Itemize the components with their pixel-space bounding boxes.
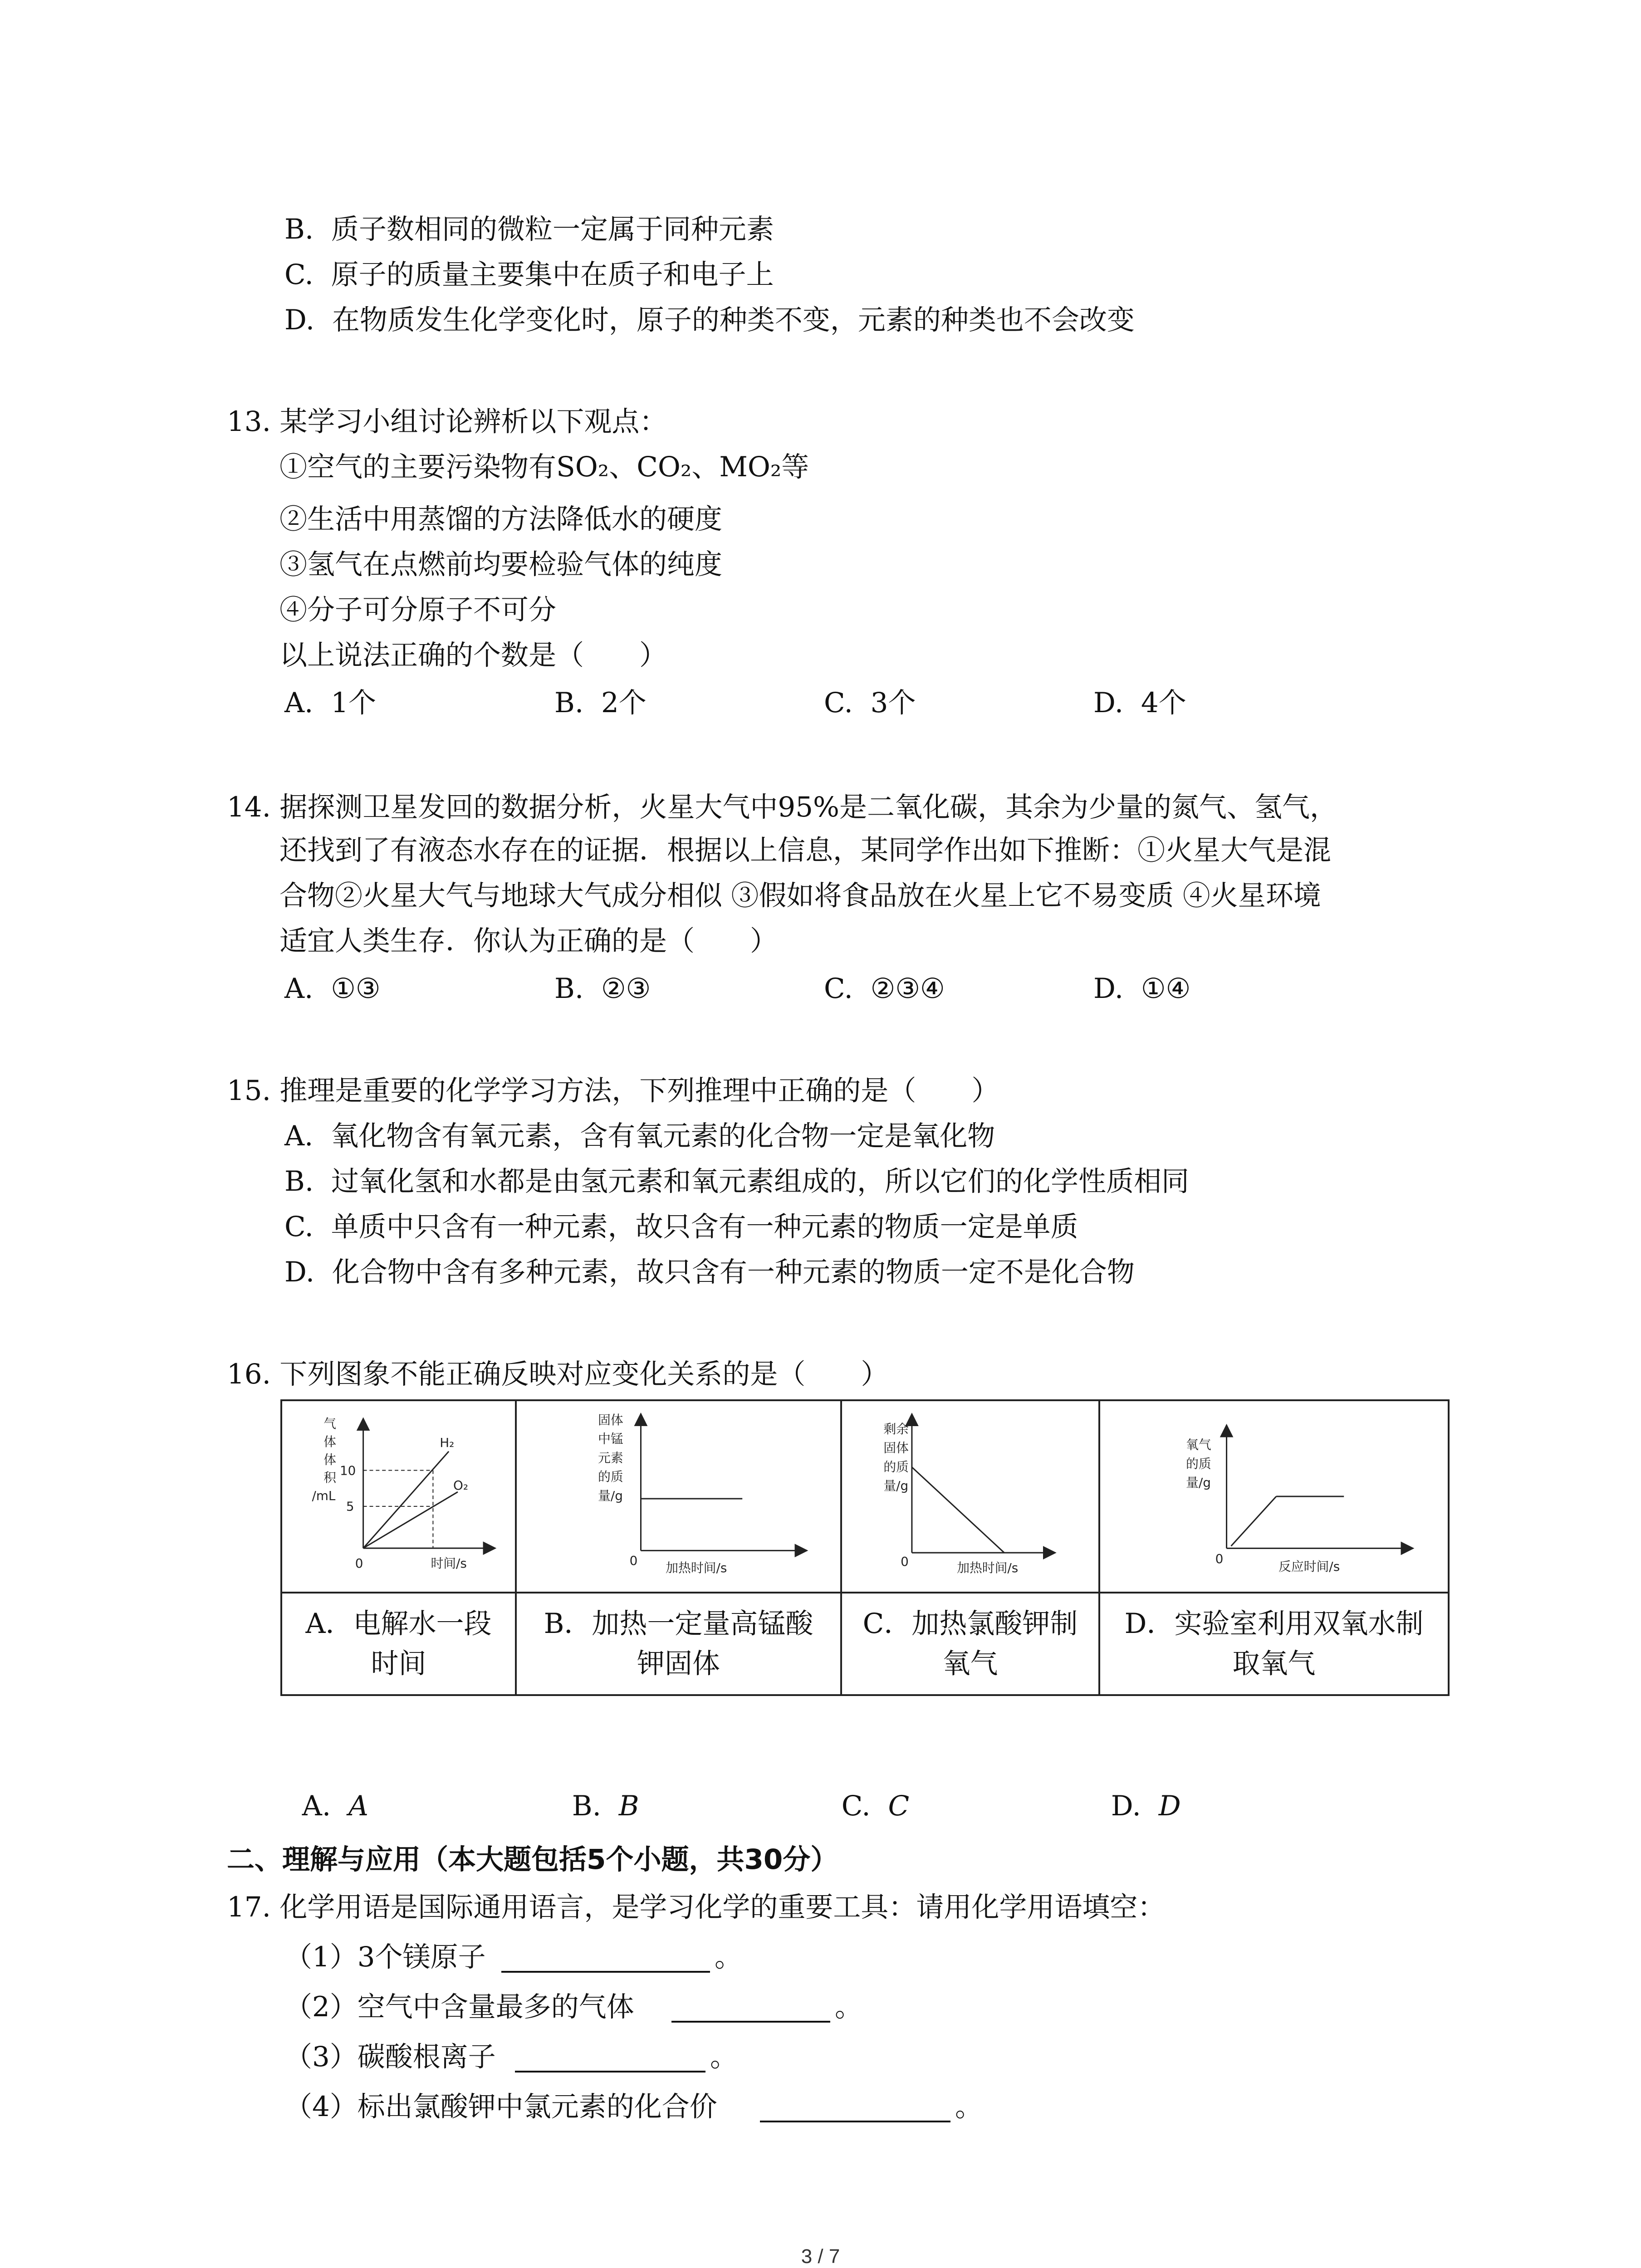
caption-c xyxy=(841,1593,1099,1695)
q16-option-b xyxy=(554,1752,639,1824)
q16-option-c-value: C xyxy=(888,1790,910,1822)
q16-option-b-value: B xyxy=(618,1790,639,1822)
caption-d-line-2: 取氧气 xyxy=(1232,1647,1316,1680)
q12-option-c: C. 原子的质量主要集中在质子和电子上 xyxy=(284,259,774,291)
graph-b-origin: 0 xyxy=(629,1553,638,1569)
graph-b-kmno4 xyxy=(517,1401,840,1592)
q14-option-b: B. ②③ xyxy=(554,973,651,1005)
q17-part-1: （1）3个镁原子 xyxy=(284,1941,486,1973)
graph-c-cell xyxy=(841,1400,1099,1593)
graph-a-origin: 0 xyxy=(355,1555,363,1571)
graph-a-electrolysis xyxy=(282,1401,515,1592)
q13-statement-3: ③氢气在点燃前均要检验气体的纯度 xyxy=(279,548,723,581)
caption-a-line-1: A．电解水一段 xyxy=(305,1608,492,1640)
q13-option-a: A. 1个 xyxy=(284,687,377,719)
q16-graph-table xyxy=(280,1399,1450,1696)
graph-d-ylabel-0: 氧气 xyxy=(1186,1437,1211,1452)
q17-blank-2[interactable] xyxy=(671,2021,830,2023)
graph-a-h2-line xyxy=(363,1452,449,1548)
q14-line-1: 14. 据探测卫星发回的数据分析，火星大气中95%是二氧化碳，其余为少量的氮气、氢气， xyxy=(227,791,1337,823)
q17-blank-3[interactable] xyxy=(515,2071,705,2072)
caption-a xyxy=(281,1593,516,1695)
q12-option-b: B. 质子数相同的微粒一定属于同种元素 xyxy=(284,213,774,245)
section-2-title: 二、理解与应用（本大题包括5个小题，共30分） xyxy=(227,1843,838,1876)
q12-option-d: D. 在物质发生化学变化时，原子的种类不变，元素的种类也不会改变 xyxy=(284,304,1135,336)
caption-c-line-1: C．加热氯酸钾制 xyxy=(862,1608,1078,1640)
graph-c-ylabel-3: 量/g xyxy=(883,1478,909,1494)
q13-option-b: B. 2个 xyxy=(554,687,647,719)
q14-line-4: 适宜人类生存．你认为正确的是（ ） xyxy=(279,925,778,957)
graph-d-cell xyxy=(1099,1400,1449,1593)
q17-stem: 17. 化学用语是国际通用语言，是学习化学的重要工具：请用化学用语填空： xyxy=(227,1891,1166,1923)
graph-b-cell xyxy=(516,1400,841,1593)
q13-statement-1: ①空气的主要污染物有SO₂、CO₂、MO₂等 xyxy=(279,451,809,483)
q16-option-a xyxy=(284,1752,368,1824)
graph-a-ylabel-4: /mL xyxy=(312,1488,336,1503)
q14-option-d: D. ①④ xyxy=(1093,973,1191,1005)
q16-option-d-label: D. xyxy=(1111,1790,1141,1822)
caption-b xyxy=(516,1593,841,1695)
graph-b-ylabel-1: 中锰 xyxy=(598,1431,623,1447)
graph-b-xlabel: 加热时间/s xyxy=(666,1560,727,1576)
q14-option-a: A. ①③ xyxy=(284,973,381,1005)
q14-line-2: 还找到了有液态水存在的证据．根据以上信息，某同学作出如下推断：①火星大气是混 xyxy=(279,834,1332,866)
graph-a-o2-label: O₂ xyxy=(453,1478,469,1493)
q17-part-1-end: 。 xyxy=(715,1941,743,1973)
graph-d-line-rise xyxy=(1231,1496,1276,1546)
q17-part-3-end: 。 xyxy=(710,2041,738,2073)
q15-option-d: D. 化合物中含有多种元素，故只含有一种元素的物质一定不是化合物 xyxy=(284,1256,1135,1288)
graph-d-ylabel-2: 量/g xyxy=(1186,1475,1211,1491)
q17-part-3: （3）碳酸根离子 xyxy=(284,2041,496,2073)
q13-statement-2: ②生活中用蒸馏的方法降低水的硬度 xyxy=(279,503,723,535)
graph-d-origin: 0 xyxy=(1215,1551,1224,1567)
graph-a-o2-line xyxy=(363,1492,458,1548)
q17-part-4-end: 。 xyxy=(955,2091,983,2123)
page-number: 3 / 7 xyxy=(801,2245,840,2268)
q15-stem: 15. 推理是重要的化学学习方法，下列推理中正确的是（ ） xyxy=(227,1075,999,1107)
graph-b-ylabel-3: 的质 xyxy=(598,1469,623,1485)
q13-option-d: D. 4个 xyxy=(1093,687,1186,719)
graph-d-h2o2 xyxy=(1100,1401,1448,1592)
graph-a-cell xyxy=(281,1400,516,1593)
caption-b-line-2: 钾固体 xyxy=(637,1647,720,1680)
graph-c-line xyxy=(912,1467,1004,1553)
caption-d-line-1: D．实验室利用双氧水制 xyxy=(1124,1608,1424,1640)
q15-option-b: B. 过氧化氢和水都是由氢元素和氧元素组成的，所以它们的化学性质相同 xyxy=(284,1165,1190,1198)
q15-option-c: C. 单质中只含有一种元素，故只含有一种元素的物质一定是单质 xyxy=(284,1211,1078,1243)
graph-a-tick-5: 5 xyxy=(346,1499,354,1514)
graph-a-tick-10: 10 xyxy=(340,1463,356,1478)
q16-option-c-label: C. xyxy=(841,1790,871,1822)
q13-statement-4: ④分子可分原子不可分 xyxy=(279,594,557,626)
q14-option-c: C. ②③④ xyxy=(824,973,945,1005)
q16-option-b-label: B. xyxy=(572,1790,601,1822)
q16-option-a-label: A. xyxy=(302,1790,331,1822)
q16-option-a-value: A xyxy=(348,1790,369,1822)
q13-option-c: C. 3个 xyxy=(824,687,916,719)
caption-a-line-2: 时间 xyxy=(371,1647,426,1680)
q16-option-c xyxy=(824,1752,909,1824)
q13-stem: 13. 某学习小组讨论辨析以下观点： xyxy=(227,406,667,438)
caption-b-line-1: B．加热一定量高锰酸 xyxy=(544,1608,813,1640)
graph-a-ylabel-1: 体 xyxy=(323,1434,337,1449)
q17-blank-1[interactable] xyxy=(501,1971,710,1973)
q15-option-a: A. 氧化物含有氧元素，含有氧元素的化合物一定是氧化物 xyxy=(284,1120,995,1152)
graph-a-ylabel-0: 气 xyxy=(323,1416,337,1432)
caption-d xyxy=(1099,1593,1449,1695)
q17-blank-4[interactable] xyxy=(760,2121,950,2122)
graph-c-ylabel-0: 剩余 xyxy=(883,1421,909,1437)
q14-line-3: 合物②火星大气与地球大气成分相似 ③假如将食品放在火星上它不易变质 ④火星环境 xyxy=(279,880,1321,912)
graph-c-xlabel: 加热时间/s xyxy=(957,1560,1019,1575)
graph-c-kclo3 xyxy=(842,1401,1098,1592)
q17-part-2-end: 。 xyxy=(835,1991,863,2023)
q16-option-d-value: D xyxy=(1158,1790,1181,1822)
q17-part-4: （4）标出氯酸钾中氯元素的化合价 xyxy=(284,2091,717,2123)
caption-c-line-2: 氧气 xyxy=(942,1647,998,1680)
graph-d-xlabel: 反应时间/s xyxy=(1278,1559,1340,1574)
graph-b-ylabel-0: 固体 xyxy=(598,1412,623,1427)
graph-a-ylabel-3: 积 xyxy=(323,1470,337,1486)
q16-option-d xyxy=(1093,1752,1181,1824)
graph-d-ylabel-1: 的质 xyxy=(1186,1456,1211,1471)
graph-a-xlabel: 时间/s xyxy=(431,1555,467,1571)
graph-a-ylabel-2: 体 xyxy=(323,1452,337,1467)
graph-b-ylabel-4: 量/g xyxy=(598,1488,623,1503)
q16-stem: 16. 下列图象不能正确反映对应变化关系的是（ ） xyxy=(227,1358,889,1390)
graph-c-ylabel-1: 固体 xyxy=(883,1440,909,1456)
graph-a-h2-label: H₂ xyxy=(440,1435,455,1450)
q17-part-2: （2）空气中含量最多的气体 xyxy=(284,1991,634,2023)
graph-c-origin: 0 xyxy=(901,1554,909,1569)
graph-b-ylabel-2: 元素 xyxy=(598,1450,623,1466)
graph-c-ylabel-2: 的质 xyxy=(883,1459,909,1475)
q13-question: 以上说法正确的个数是（ ） xyxy=(279,639,667,671)
